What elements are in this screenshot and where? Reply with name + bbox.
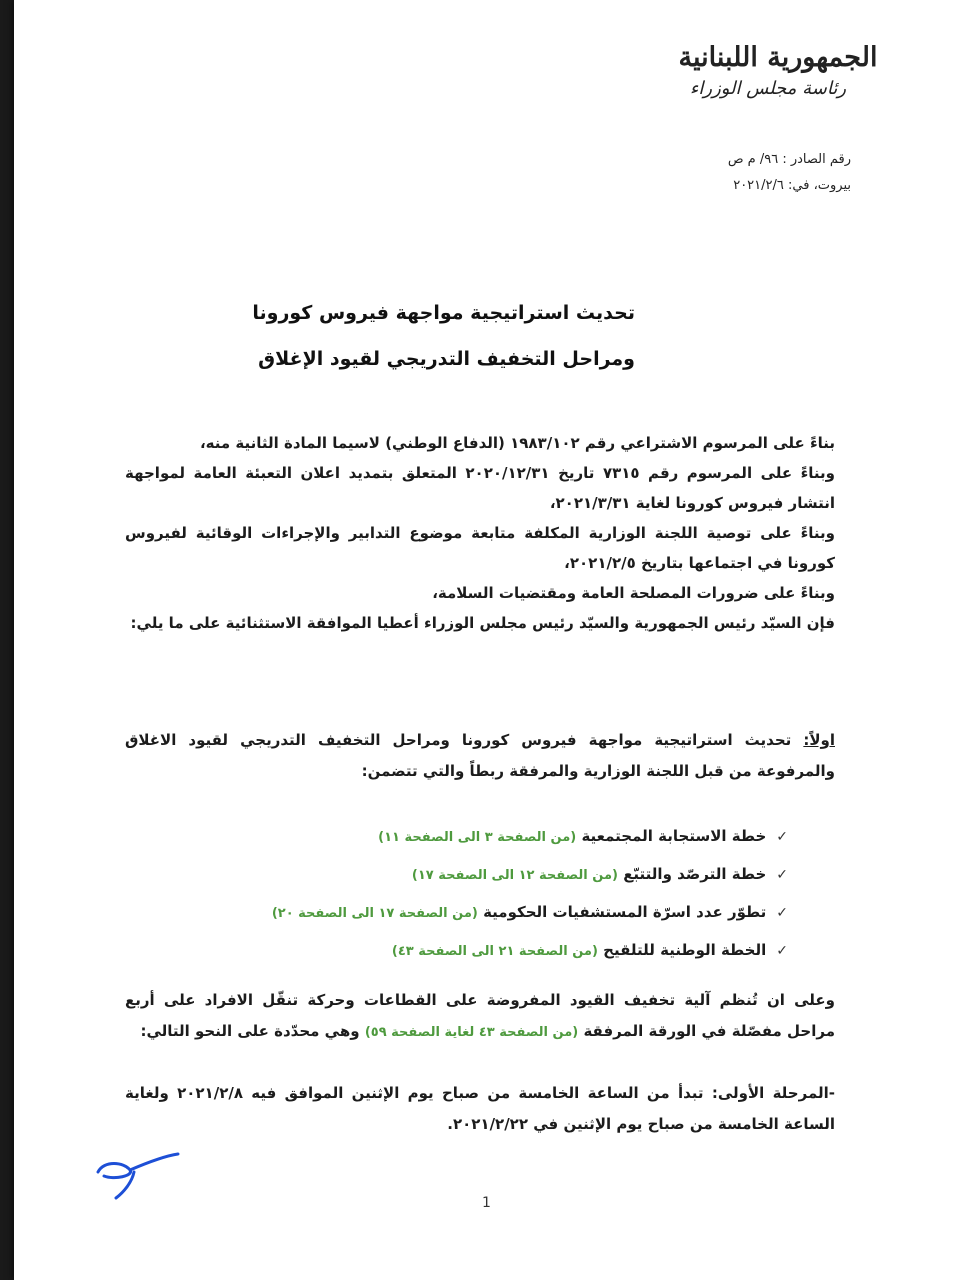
preamble-paragraph: فإن السيّد رئيس الجمهورية والسيّد رئيس مجلس الوزراء أعطيا الموافقة الاستثنائية على ما يلي: [130,614,835,632]
check-icon: ✓ [776,867,788,883]
plan-pages: (من الصفحة ٣ الى الصفحة ١١) [378,830,577,845]
document-title [252,290,635,382]
signature-icon [94,1150,184,1200]
plan-text: الخطة الوطنية للتلقيح [603,941,767,959]
letterhead-office: رئاسة مجلس الوزراء [689,78,847,99]
plan-text: تطوّر عدد اسرّة المستشفيات الحكومية [483,903,767,921]
plan-pages: (من الصفحة ٢١ الى الصفحة ٤٣) [391,944,598,959]
document-page [14,0,963,1280]
letterhead [678,40,878,102]
first-clause-label: اولاً: [803,731,835,749]
plan-pages: (من الصفحة ١٢ الى الصفحة ١٧) [411,868,618,883]
list-item [272,894,788,932]
preamble [125,428,835,638]
list-item [272,856,788,894]
phases-intro-pages: (من الصفحة ٤٣ لغاية الصفحة ٥٩) [364,1025,579,1040]
first-clause [125,725,835,787]
plan-text: خطة الترصّد والتتبّع [623,865,767,883]
check-icon: ✓ [776,905,788,921]
phases-intro-text: وعلى ان تُنظم آلية تخفيف القيود المفروضة على القطاعات وحركة تنقّل الافراد على أربع مراحل مفصّلة في الورقة المرفقة [125,991,835,1040]
page-number: 1 [482,1195,491,1211]
preamble-paragraph: وبناءً على ضرورات المصلحة العامة ومقتضيات السلامة، [432,584,835,602]
preamble-paragraph: بناءً على المرسوم الاشتراعي رقم ١٩٨٣/١٠٢ (الدفاع الوطني) لاسيما المادة الثانية منه، [199,434,835,452]
list-item [272,932,788,970]
phases-intro-tail: وهي محدّدة على النحو التالي: [140,1022,360,1040]
title-line-2: ومراحل التخفيف التدريجي لقيود الإغلاق [258,348,635,370]
check-icon: ✓ [776,829,788,845]
phase-one [125,1078,835,1140]
list-item [272,818,788,856]
preamble-paragraph: وبناءً على المرسوم رقم ٧٣١٥ تاريخ ٢٠٢٠/١٢/٣١ المتعلق بتمديد اعلان التعبئة العامة لمواجهة انتشار فيروس كورونا لغاية ٢٠٢١/٣/٣١، [125,464,835,512]
reference-number: رقم الصادر : ٩٦/ م ص [727,152,851,167]
plan-text: خطة الاستجابة المجتمعية [581,827,767,845]
letterhead-republic: الجمهورية اللبنانية [678,42,878,73]
preamble-paragraph: وبناءً على توصية اللجنة الوزارية المكلفة متابعة موضوع التدابير والإجراءات الوقائية لفيروس كورونا في اجتماعها بتاريخ ٢٠٢١/٢/٥، [125,524,835,572]
document-meta [728,147,851,199]
plan-pages: (من الصفحة ١٧ الى الصفحة ٢٠) [271,906,478,921]
issue-date: بيروت، في: ٢٠٢١/٢/٦ [733,178,851,193]
phases-intro [125,985,835,1048]
first-clause-text: تحديث استراتيجية مواجهة فيروس كورونا ومراحل التخفيف التدريجي لقيود الاغلاق والمرفوعة من قبل اللجنة الوزارية والمرفقة ربطاً والتي تتضمن: [125,731,835,780]
plans-list [272,818,788,970]
check-icon: ✓ [776,943,788,959]
title-line-1: تحديث استراتيجية مواجهة فيروس كورونا [252,302,635,324]
phase-one-text: -المرحلة الأولى: تبدأ من الساعة الخامسة من صباح يوم الإثنين الموافق فيه ٢٠٢١/٢/٨ ولغاية الساعة الخامسة من صباح يوم الإثنين في ٢٠٢١/٢/٢٢. [125,1084,835,1133]
